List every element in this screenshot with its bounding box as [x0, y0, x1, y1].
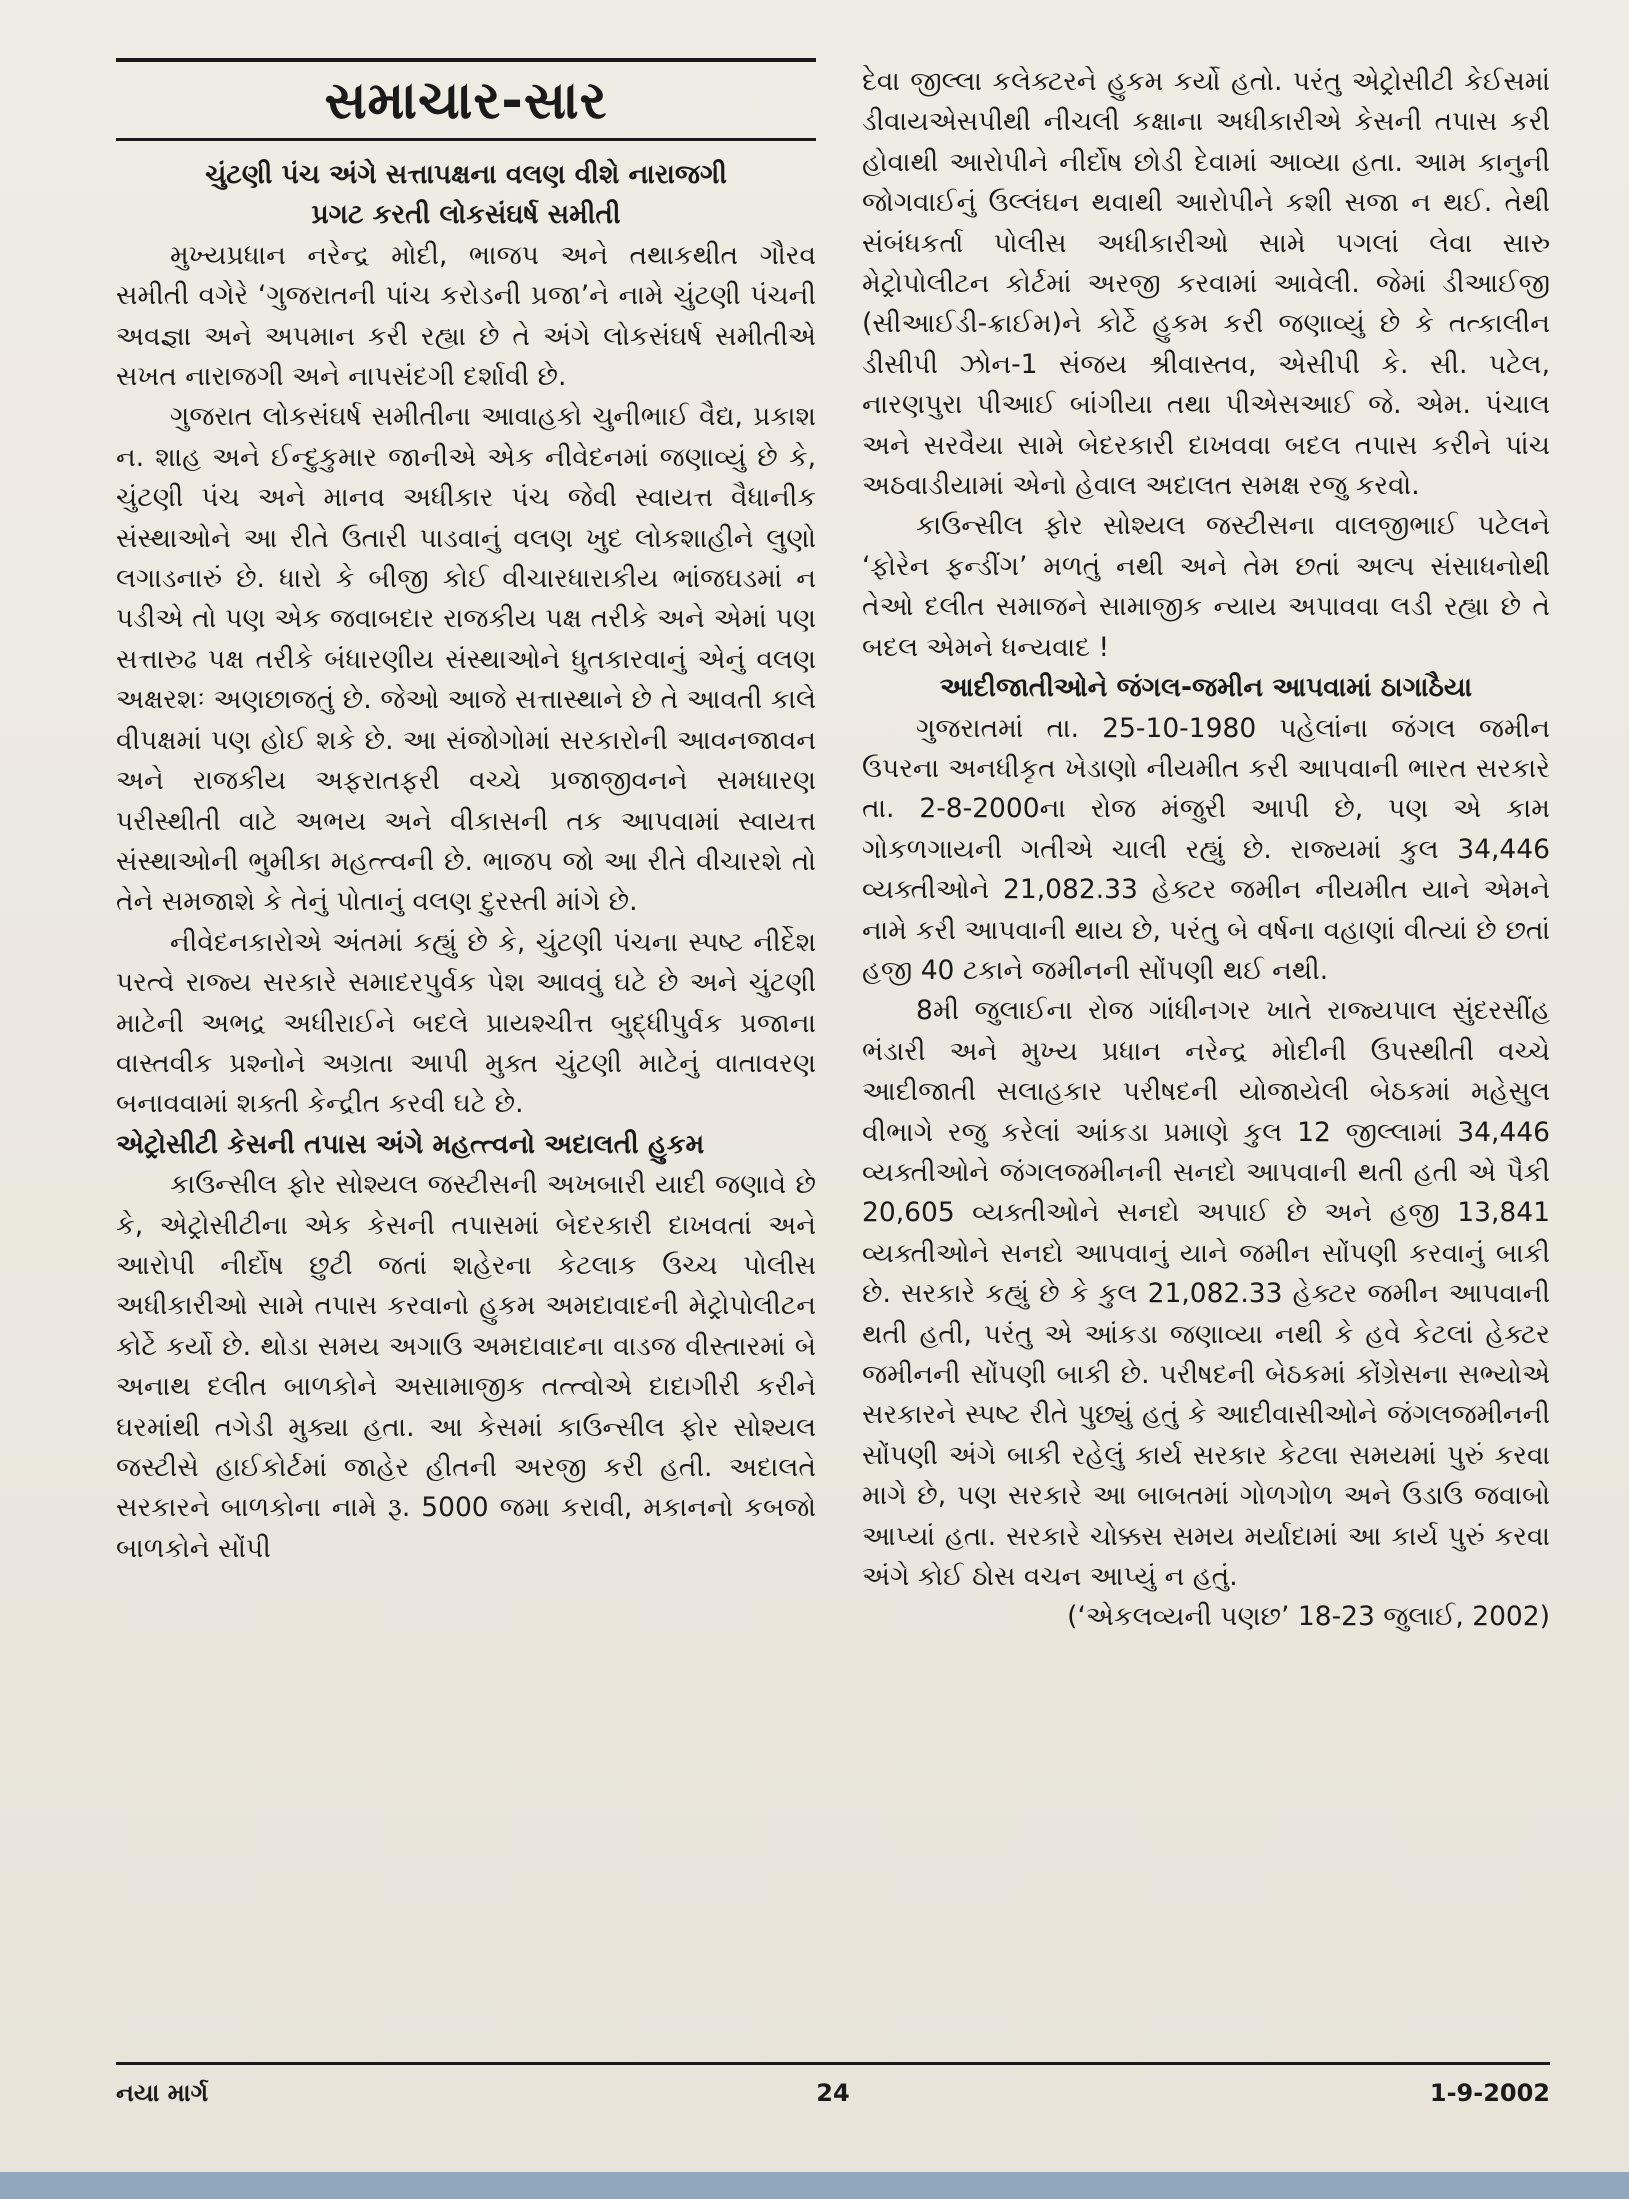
page-footer — [116, 2062, 1550, 2125]
article1-headline-line1: ચુંટણી પંચ અંગે સત્તાપક્ષના વલણ વીશે નારાજગી — [205, 159, 727, 190]
article2-headline: એટ્રોસીટી કેસની તપાસ અંગે મહત્ત્વનો અદાલતી હુકમ — [116, 1128, 705, 1160]
article2-paragraph-1-continued: દેવા જીલ્લા કલેક્ટરને હુકમ કર્યો હતો. પરંતુ એટ્રોસીટી કેઈસમાં ડીવાયએસપીથી નીચલી કક્ષાના અધીકારીએ કેસની તપાસ કરી હોવાથી આરોપીને નીર્દોષ છોડી દેવામાં આવ્યા હતા. આમ કાનુની જોગવાઈનું ઉલ્લંઘન થવાથી આરોપીને કશી સજા ન થઈ. તેથી સંબંધકર્તા પોલીસ અધીકારીઓ સામે પગલાં લેવા સારુ મેટ્રોપોલીટન કોર્ટમાં અરજી કરવામાં આવેલી. જેમાં ડીઆઈજી (સીઆઈડી-ક્રાઈમ)ને કોર્ટે હુકમ કરી જણાવ્યું છે કે તત્કાલીન ડીસીપી ઝોન-1 સંજય શ્રીવાસ્તવ, એસીપી કે. સી. પટેલ, નારણપુરા પીઆઈ બાંગીયા તથા પીએસઆઈ જે. એમ. પંચાલ અને સરવૈયા સામે બેદરકારી દાખવવા બદલ તપાસ કરીને પાંચ અઠવાડીયામાં એનો હેવાલ અદાલત સમક્ષ રજુ કરવો. — [862, 66, 1550, 502]
scan-bottom-band — [0, 2172, 1629, 2199]
article2-paragraph-2: કાઉન્સીલ ફોર સોશ્યલ જસ્ટીસના વાલજીભાઈ પટેલને ‘ફોરેન ફન્ડીંગ’ મળતું નથી અને તેમ છતાં અલ્પ સંસાધનોથી તેઓ દલીત સમાજને સામાજીક ન્યાય અપાવવા લડી રહ્યા છે તે બદલ એમને ધન્યવાદ ! — [862, 510, 1550, 663]
footer-page-number: 24 — [816, 2079, 850, 2107]
article3-paragraph-2: 8મી જુલાઈના રોજ ગાંધીનગર ખાતે રાજ્યપાલ સુંદરસીંહ ભંડારી અને મુખ્ય પ્રધાન નરેન્દ્ર મોદીની ઉપસ્થીતી વચ્ચે આદીજાતી સલાહકાર પરીષદની યોજાયેલી બેઠકમાં મહેસુલ વીભાગે રજુ કરેલાં આંકડા પ્રમાણે કુલ 12 જીલ્લામાં 34,446 વ્યક્તીઓને જંગલજમીનની સનદો આપવાની થતી હતી એ પૈકી 20,605 વ્યક્તીઓને સનદો અપાઈ છે અને હજી 13,841 વ્યક્તીઓને સનદો આપવાનું યાને જમીન સોંપણી કરવાનું બાકી છે. સરકારે કહ્યું છે કે કુલ 21,082.33 હેક્ટર જમીન આપવાની થતી હતી, પરંતુ એ આંકડા જણાવ્યા નથી કે હવે કેટલાં હેક્ટર જમીનની સોંપણી બાકી છે. પરીષદની બેઠકમાં કોંગ્રેસના સભ્યોએ સરકારને સ્પષ્ટ રીતે પુછ્યું હતું કે આદીવાસીઓને જંગલજમીનની સોંપણી અંગે બાકી રહેલું કાર્ય સરકાર કેટલા સમયમાં પુરું કરવા માગે છે, પણ સરકારે આ બાબતમાં ગોળગોળ અને ઉડાઉ જવાબો આપ્યાં હતા. સરકારે ચોક્કસ સમય મર્યાદામાં આ કાર્ય પુરું કરવા અંગે કોઈ ઠોસ વચન આપ્યું ન હતું. — [862, 995, 1550, 1593]
article1-paragraph-1: મુખ્યપ્રધાન નરેન્દ્ર મોદી, ભાજપ અને તથાકથીત ગૌરવ સમીતી વગેરે ‘ગુજરાતની પાંચ કરોડની પ્રજા’ને નામે ચુંટણી પંચની અવજ્ઞા અને અપમાન કરી રહ્યા છે તે અંગે લોકસંઘર્ષ સમીતીએ સખત નારાજગી અને નાપસંદગી દર્શાવી છે. — [116, 239, 816, 393]
article3-source-citation: (‘એકલવ્યની પણછ’ 18-23 જુલાઈ, 2002) — [1067, 1601, 1550, 1633]
section-masthead: સમાચાર-સાર — [116, 58, 816, 141]
footer-magazine-name: નયા માર્ગ — [116, 2079, 209, 2107]
article3-headline: આદીજાતીઓને જંગલ-જમીન આપવામાં ઠાગાઠૈયા — [939, 672, 1473, 704]
left-column — [116, 58, 816, 1569]
article1-paragraph-3: નીવેદનકારોએ અંતમાં કહ્યું છે કે, ચુંટણી પંચના સ્પષ્ટ નીર્દેશ પરત્વે રાજ્ય સરકારે સમાદરપુર્વક પેશ આવવું ઘટે છે અને ચુંટણી માટેની અભદ્ર અધીરાઈને બદલે પ્રાયશ્ચીત્ત બુદ્ધીપુર્વક પ્રજાના વાસ્તવીક પ્રશ્નોને અગ્રતા આપી મુક્ત ચુંટણી માટેનું વાતાવરણ બનાવવામાં શક્તી કેન્દ્રીત કરવી ઘટે છે. — [116, 926, 816, 1120]
article1-paragraph-2: ગુજરાત લોકસંઘર્ષ સમીતીના આવાહકો ચુનીભાઈ વૈદ્ય, પ્રકાશ ન. શાહ અને ઈન્દુકુમાર જાનીએ એક નીવેદનમાં જણાવ્યું છે કે, ચુંટણી પંચ અને માનવ અધીકાર પંચ જેવી સ્વાયત્ત વૈધાનીક સંસ્થાઓને આ રીતે ઉતારી પાડવાનું વલણ ખુદ લોકશાહીને લુણો લગાડનારું છે. ધારો કે બીજી કોઈ વીચારધારાકીય ભાંજઘડમાં ન પડીએ તો પણ એક જવાબદાર રાજકીય પક્ષ તરીકે અને એમાં પણ સત્તારુઢ પક્ષ તરીકે બંધારણીય સંસ્થાઓને ધુતકારવાનું એનું વલણ અક્ષરશઃ અણછાજતું છે. જેઓ આજે સત્તાસ્થાને છે તે આવતી કાલે વીપક્ષમાં પણ હોઈ શકે છે. આ સંજોગોમાં સરકારોની આવનજાવન અને રાજકીય અફરાતફરી વચ્ચે પ્રજાજીવનને સમધારણ પરીસ્થીતી વાટે અભય અને વીકાસની તક આપવામાં સ્વાયત્ત સંસ્થાઓની ભુમીકા મહત્ત્વની છે. ભાજપ જો આ રીતે વીચારશે તો તેને સમજાશે કે તેનું પોતાનું વલણ દુરસ્તી માંગે છે. — [116, 401, 816, 918]
article2-paragraph-1: કાઉન્સીલ ફોર સોશ્યલ જસ્ટીસની અખબારી યાદી જણાવે છે કે, એટ્રોસીટીના એક કેસની તપાસમાં બેદરકારી દાખવતાં અને આરોપી નીર્દોષ છુટી જતાં શહેરના કેટલાક ઉચ્ચ પોલીસ અધીકારીઓ સામે તપાસ કરવાનો હુકમ અમદાવાદની મેટ્રોપોલીટન કોર્ટે કર્યો છે. થોડા સમય અગાઉ અમદાવાદના વાડજ વીસ્તારમાં બે અનાથ દલીત બાળકોને અસામાજીક તત્ત્વોએ દાદાગીરી કરીને ઘરમાંથી તગેડી મુક્યા હતા. આ કેસમાં કાઉન્સીલ ફોર સોશ્યલ જસ્ટીસે હાઈકોર્ટમાં જાહેર હીતની અરજી કરી હતી. અદાલતે સરકારને બાળકોના નામે રૂ. 5000 જમા કરાવી, મકાનનો કબજો બાળકોને સોંપી — [116, 1169, 816, 1564]
article3-paragraph-1: ગુજરાતમાં તા. 25-10-1980 પહેલાંના જંગલ જમીન ઉપરના અનધીકૃત ખેડાણો નીયમીત કરી આપવાની ભારત સરકારે તા. 2-8-2000ના રોજ મંજુરી આપી છે, પણ એ કામ ગોકળગાયની ગતીએ ચાલી રહ્યું છે. રાજ્યમાં કુલ 34,446 વ્યક્તીઓને 21,082.33 હેક્ટર જમીન નીયમીત યાને એમને નામે કરી આપવાની થાય છે, પરંતુ બે વર્ષના વહાણાં વીત્યાં છે છતાં હજી 40 ટકાને જમીનની સોંપણી થઈ નથી. — [862, 712, 1550, 986]
footer-date: 1-9-2002 — [1429, 2079, 1550, 2107]
right-column — [862, 62, 1550, 1638]
article1-headline-line2: પ્રગટ કરતી લોકસંઘર્ષ સમીતી — [311, 199, 621, 231]
